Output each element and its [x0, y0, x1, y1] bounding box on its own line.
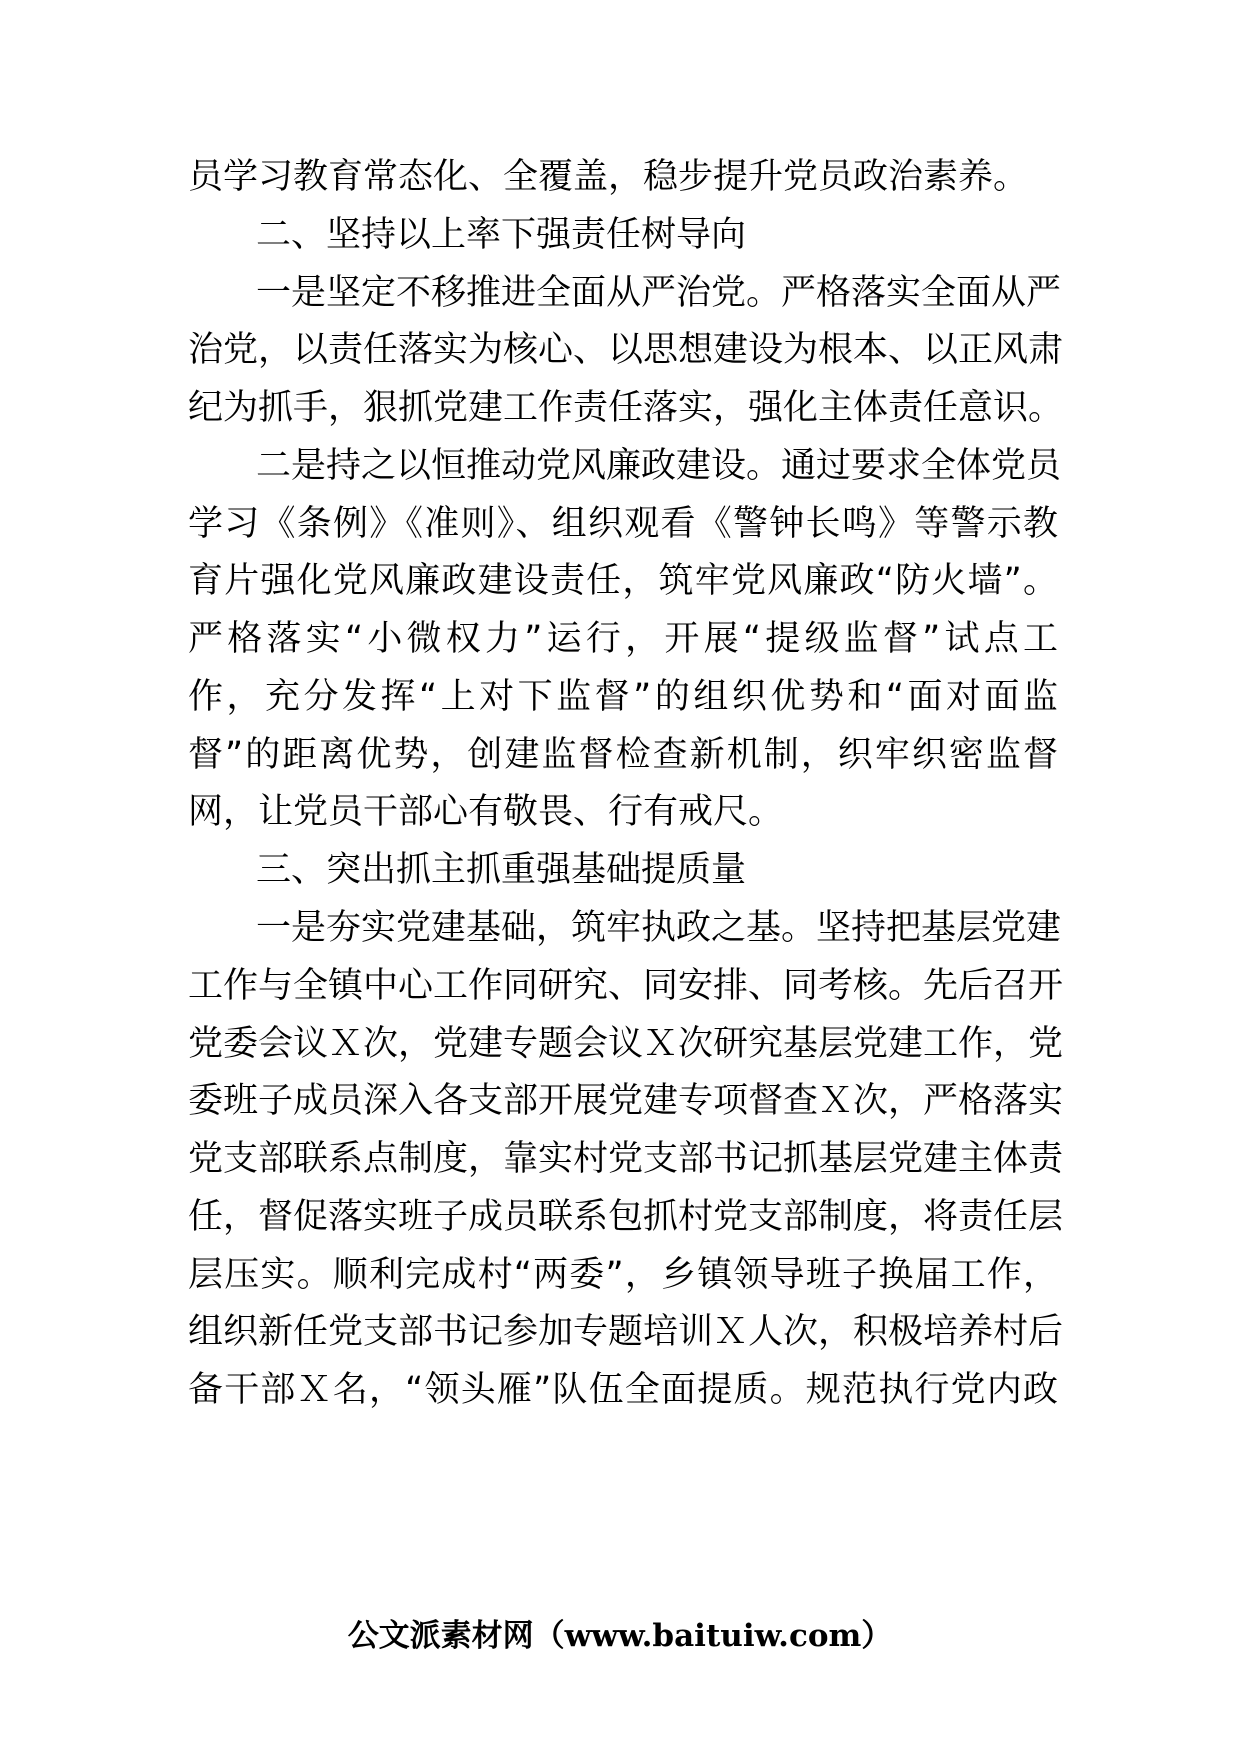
text-line: 纪为抓手，狠抓党建工作责任落实，强化主体责任意识。: [188, 388, 1064, 428]
text-line: 备干部Ｘ名，“领头雁”队伍全面提质。规范执行党内政: [188, 1370, 1058, 1410]
footer-watermark: 公文派素材网（www.baituiw.com）: [347, 1618, 893, 1654]
text-line: 委班子成员深入各支部开展党建专项督查Ｘ次，严格落实: [188, 1081, 1064, 1121]
text-line: 严格落实“小微权力”运行，开展“提级监督”试点工: [188, 619, 1058, 659]
text-line: 育片强化党风廉政建设责任，筑牢党风廉政“防火墙”。: [188, 561, 1058, 601]
text-line: 二是持之以恒推动党风廉政建设。通过要求全体党员: [256, 446, 1062, 486]
text-line: 工作与全镇中心工作同研究、同安排、同考核。先后召开: [188, 966, 1064, 1006]
text-line: 一是夯实党建基础，筑牢执政之基。坚持把基层党建: [256, 908, 1062, 948]
text-line: 员学习教育常态化、全覆盖，稳步提升党员政治素养。: [188, 157, 1029, 197]
text-line: 党委会议Ｘ次，党建专题会议Ｘ次研究基层党建工作，党: [188, 1024, 1064, 1064]
text-line: 一是坚定不移推进全面从严治党。严格落实全面从严: [256, 273, 1062, 313]
text-line: 作，充分发挥“上对下监督”的组织优势和“面对面监: [188, 677, 1058, 717]
text-line: 层压实。顺利完成村“两委”，乡镇领导班子换届工作，: [188, 1255, 1058, 1295]
section-heading: 三、突出抓主抓重强基础提质量: [256, 850, 747, 890]
text-line: 组织新任党支部书记参加专题培训Ｘ人次，积极培养村后: [188, 1312, 1064, 1352]
text-line: 党支部联系点制度，靠实村党支部书记抓基层党建主体责: [188, 1139, 1064, 1179]
text-line: 治党，以责任落实为核心、以思想建设为根本、以正风肃: [188, 330, 1064, 370]
text-line: 学习《条例》《准则》、组织观看《警钟长鸣》等警示教: [188, 504, 1058, 544]
text-line: 任，督促落实班子成员联系包抓村党支部制度，将责任层: [188, 1197, 1064, 1237]
section-heading: 二、坚持以上率下强责任树导向: [256, 215, 747, 255]
text-line: 督”的距离优势，创建监督检查新机制，织牢织密监督: [188, 735, 1058, 775]
text-line: 网，让党员干部心有敬畏、行有戒尺。: [188, 792, 784, 832]
